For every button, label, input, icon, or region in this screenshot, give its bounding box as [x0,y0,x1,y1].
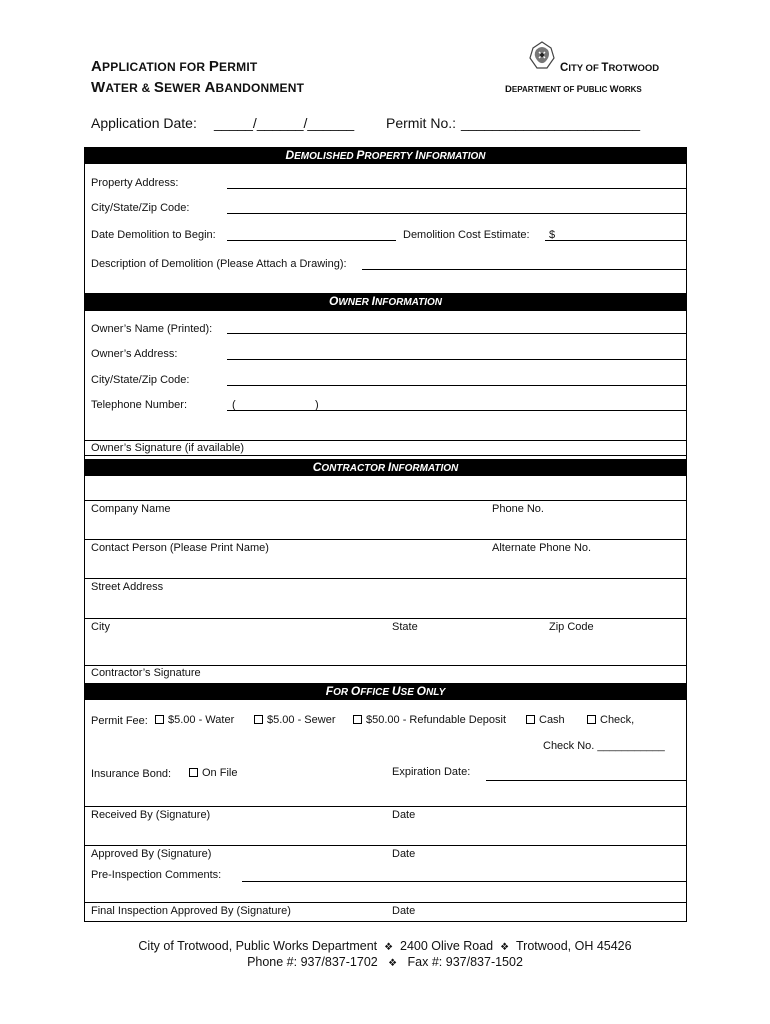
checkbox-icon [587,715,596,724]
contact-rule [84,539,687,540]
received-rule [84,806,687,807]
section-header-demolished-property: DEMOLISHED PROPERTY INFORMATION [84,147,687,164]
property-address-field[interactable] [227,188,686,189]
pre-inspection-label: Pre-Inspection Comments: [91,869,222,881]
owner-bar-rule [84,310,687,311]
company-name-label[interactable]: Company Name [91,503,171,515]
fee-deposit-checkbox[interactable]: $50.00 - Refundable Deposit [353,714,506,726]
received-by-label[interactable]: Received By (Signature) [91,809,211,821]
telephone-paren-close: ) [315,399,319,411]
approved-by-label[interactable]: Approved By (Signature) [91,848,212,860]
company-rule [84,500,687,501]
owner-signature-rule [84,440,687,441]
date-demolition-label: Date Demolition to Begin: [91,229,216,241]
application-date-field[interactable]: _____/______/______ [214,115,355,131]
telephone-paren-open: ( [232,399,236,411]
phone-no-label[interactable]: Phone No. [492,503,544,515]
section-header-owner: OWNER INFORMATION [84,293,687,310]
checkbox-icon [155,715,164,724]
check-no-field[interactable]: Check No. ___________ [543,740,665,752]
final-inspection-rule [84,902,687,903]
street-rule [84,578,687,579]
department-name: DEPARTMENT OF PUBLIC WORKS [505,84,642,95]
permit-fee-label: Permit Fee: [91,715,148,727]
contractor-state-label[interactable]: State [392,621,418,633]
final-date-label[interactable]: Date [392,905,416,917]
pre-inspection-field[interactable] [242,881,686,882]
check-checkbox[interactable]: Check, [587,714,634,726]
cost-estimate-label: Demolition Cost Estimate: [403,229,530,241]
bullet-icon: ❖ [500,942,510,953]
street-address-label[interactable]: Street Address [91,581,164,593]
checkbox-icon [254,715,263,724]
application-date-label: Application Date: [91,115,197,131]
alt-phone-label[interactable]: Alternate Phone No. [492,542,592,554]
fee-water-checkbox[interactable]: $5.00 - Water [155,714,234,726]
contractor-zip-label[interactable]: Zip Code [549,621,594,633]
owner-signature-label: Owner’s Signature (if available) [91,442,245,454]
section-header-office-use: FOR OFFICE USE ONLY [84,683,687,700]
owner-address-field[interactable] [227,359,686,360]
owner-signature-field[interactable] [84,455,687,456]
on-file-checkbox[interactable]: On File [189,767,237,779]
contractor-signature-label[interactable]: Contractor’s Signature [91,667,201,679]
telephone-field[interactable] [227,410,686,411]
description-field[interactable] [362,269,686,270]
bullet-icon: ❖ [384,942,394,953]
owner-city-state-zip-field[interactable] [227,385,686,386]
city-logo-icon [527,40,557,72]
checkbox-icon [353,715,362,724]
date-demolition-field[interactable] [227,240,396,241]
fee-sewer-checkbox[interactable]: $5.00 - Sewer [254,714,335,726]
approved-date-label[interactable]: Date [392,848,416,860]
form-bottom-border [84,921,687,922]
checkbox-icon [526,715,535,724]
footer-address: City of Trotwood, Public Works Department ❖ 2400 Olive Road ❖ Trotwood, OH 45426 [138,939,632,953]
expiration-date-field[interactable] [486,780,686,781]
contact-person-label[interactable]: Contact Person (Please Print Name) [91,542,269,554]
footer-contact: Phone #: 937/837-1702 ❖ Fax #: 937/837-1502 [247,955,523,969]
cost-estimate-field[interactable] [545,240,686,241]
form-title-line1: APPLICATION FOR PERMIT [91,58,258,75]
description-label: Description of Demolition (Please Attach a Drawing): [91,258,347,270]
expiration-date-label: Expiration Date: [392,766,471,778]
dollar-sign: $ [549,229,556,241]
owner-name-field[interactable] [227,333,686,334]
owner-city-state-zip-label: City/State/Zip Code: [91,374,190,386]
permit-no-label: Permit No.: [386,115,457,131]
telephone-label: Telephone Number: [91,399,188,411]
bullet-icon: ❖ [388,958,398,969]
checkbox-icon [189,768,198,777]
insurance-bond-label: Insurance Bond: [91,768,172,780]
permit-no-field[interactable]: _______________________ [461,115,641,131]
contractor-signature-rule [84,665,687,666]
owner-address-label: Owner’s Address: [91,348,178,360]
city-rule [84,618,687,619]
city-name: CITY OF TROTWOOD [560,62,660,74]
section-header-contractor: CONTRACTOR INFORMATION [84,459,687,476]
form-title-line2: WATER & SEWER ABANDONMENT [91,79,305,96]
contractor-city-label[interactable]: City [91,621,110,633]
cash-checkbox[interactable]: Cash [526,714,565,726]
received-date-label[interactable]: Date [392,809,416,821]
final-inspection-label[interactable]: Final Inspection Approved By (Signature) [91,905,291,917]
owner-name-label: Owner’s Name (Printed): [91,323,213,335]
city-state-zip-label: City/State/Zip Code: [91,202,190,214]
property-address-label: Property Address: [91,177,179,189]
city-state-zip-field[interactable] [227,213,686,214]
approved-rule [84,845,687,846]
